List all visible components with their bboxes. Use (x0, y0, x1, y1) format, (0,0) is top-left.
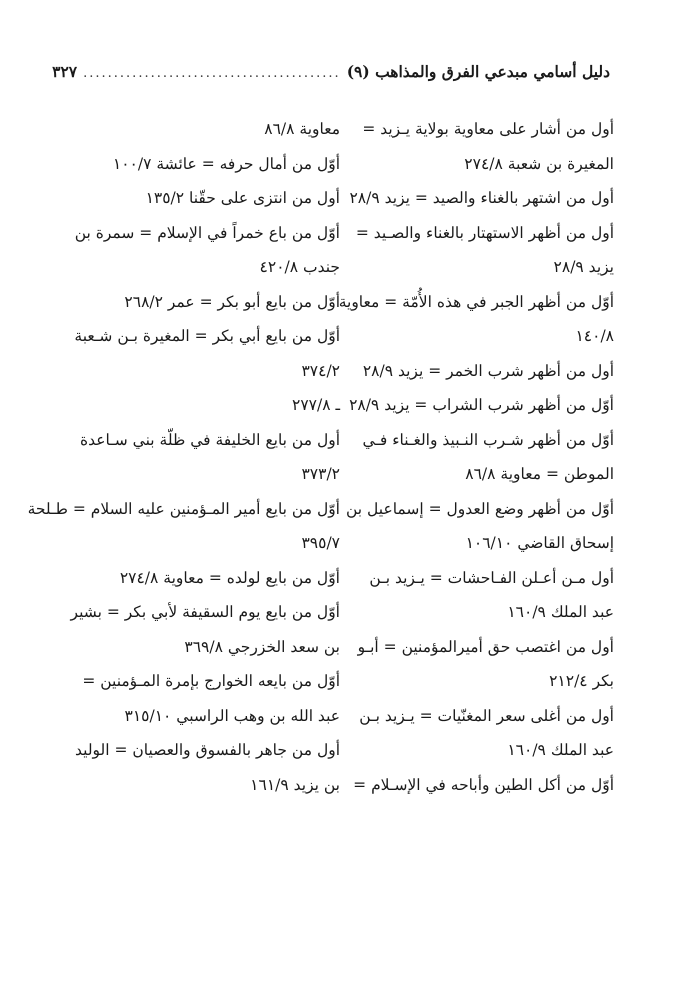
index-line: ٣٩٥/٧ (301, 534, 340, 552)
index-line: أول من انتزى على حقّنا ١٣٥/٢ (145, 189, 340, 207)
index-line: أول مـن أعـلن الفـاحشات = يـزيد بـن (369, 568, 614, 587)
index-line: أول من أظهر شرب الخمر = يزيد ٢٨/٩ (362, 361, 614, 380)
header-leader-dots: .......................................... (83, 66, 341, 81)
index-line: الموطن = معاوية ٨٦/٨ (465, 465, 614, 483)
index-line: أوّل من أظهر شـرب النـبيذ والغـناء فـي (362, 430, 614, 449)
index-line: أوّل من أظهر الجبر في هذه الأُمّة = معاوية (338, 292, 614, 311)
header-title: دليل أسامي مبدعي الفرق والمذاهب (٩) (346, 62, 610, 81)
index-line: ١٤٠/٨ (575, 327, 614, 345)
index-line: أوّل من بايع لولده = معاوية ٢٧٤/٨ (119, 568, 340, 587)
index-line: إسحاق القاضي ١٠٦/١٠ (465, 534, 614, 552)
left-column (27, 112, 340, 802)
index-line: بكر ٢١٢/٤ (549, 672, 614, 690)
index-line: أول من جاهر بالفسوق والعصيان = الوليد (75, 741, 340, 759)
running-header (52, 62, 610, 86)
index-line: أوّل من أظهر شرب الشراب = يزيد ٢٨/٩ (349, 396, 614, 414)
index-line: أوّل من بايعه الخوارج بإمرة المـؤمنين = (82, 672, 340, 690)
index-line: أوّل من بايع يوم السقيفة لأبي بكر = بشير (70, 603, 340, 621)
index-line: عبد الملك ١٦٠/٩ (507, 741, 614, 759)
index-line: بن يزيد ١٦١/٩ (250, 775, 340, 794)
index-line: أول من بايع الخليفة في ظلّة بني سـاعدة (79, 430, 340, 449)
index-line: معاوية ٨٦/٨ (264, 120, 340, 138)
index-line: أول من أغلى سعر المغنّيات = يـزيد بـن (359, 706, 614, 725)
index-line: أوّل من باع خمراً في الإسلام = سمرة بن (74, 223, 340, 242)
index-line: المغيرة بن شعبة ٢٧٤/٨ (464, 154, 614, 173)
index-line: أوّل من بايع أبو بكر = عمر ٢٦٨/٢ (124, 292, 340, 311)
page-number: ٣٢٧ (52, 62, 78, 81)
index-line: أوّل من بايع أمير المـؤمنين عليه السلام = طـلحة (27, 499, 340, 518)
index-line: بن سعد الخزرجي ٣٦٩/٨ (184, 637, 340, 656)
index-line: أول من اغتصب حق أميرالمؤمنين = أبـو (357, 637, 614, 656)
index-line: جندب ٤٢٠/٨ (259, 258, 340, 276)
index-line: أوّل من أكل الطين وأباحه في الإسـلام = (353, 775, 614, 794)
index-line: عبد الملك ١٦٠/٩ (507, 603, 614, 621)
index-line: ـ ٢٧٧/٨ (292, 396, 340, 414)
index-line: ٣٧٤/٢ (301, 361, 340, 380)
index-line: أول من أشار على معاوية بولاية يـزيد = (362, 120, 614, 138)
index-line: أوّل من بايع أبي بكر = المغيرة بـن شـعبة (74, 327, 340, 345)
index-line: أول من اشتهر بالغناء والصيد = يزيد ٢٨/٩ (349, 189, 614, 207)
right-column (338, 112, 614, 802)
index-line: أوّل من أظهر وضع العدول = إسماعيل بن (345, 499, 614, 518)
index-line: يزيد ٢٨/٩ (553, 258, 614, 276)
index-line: ٣٧٣/٢ (301, 465, 340, 483)
index-line: أوّل من أمال حرفه = عائشة ١٠٠/٧ (112, 154, 340, 173)
index-line: أول من أظهر الاستهتار بالغناء والصـيد = (355, 223, 614, 242)
index-line: عبد الله بن وهب الراسبي ٣١٥/١٠ (124, 706, 340, 725)
